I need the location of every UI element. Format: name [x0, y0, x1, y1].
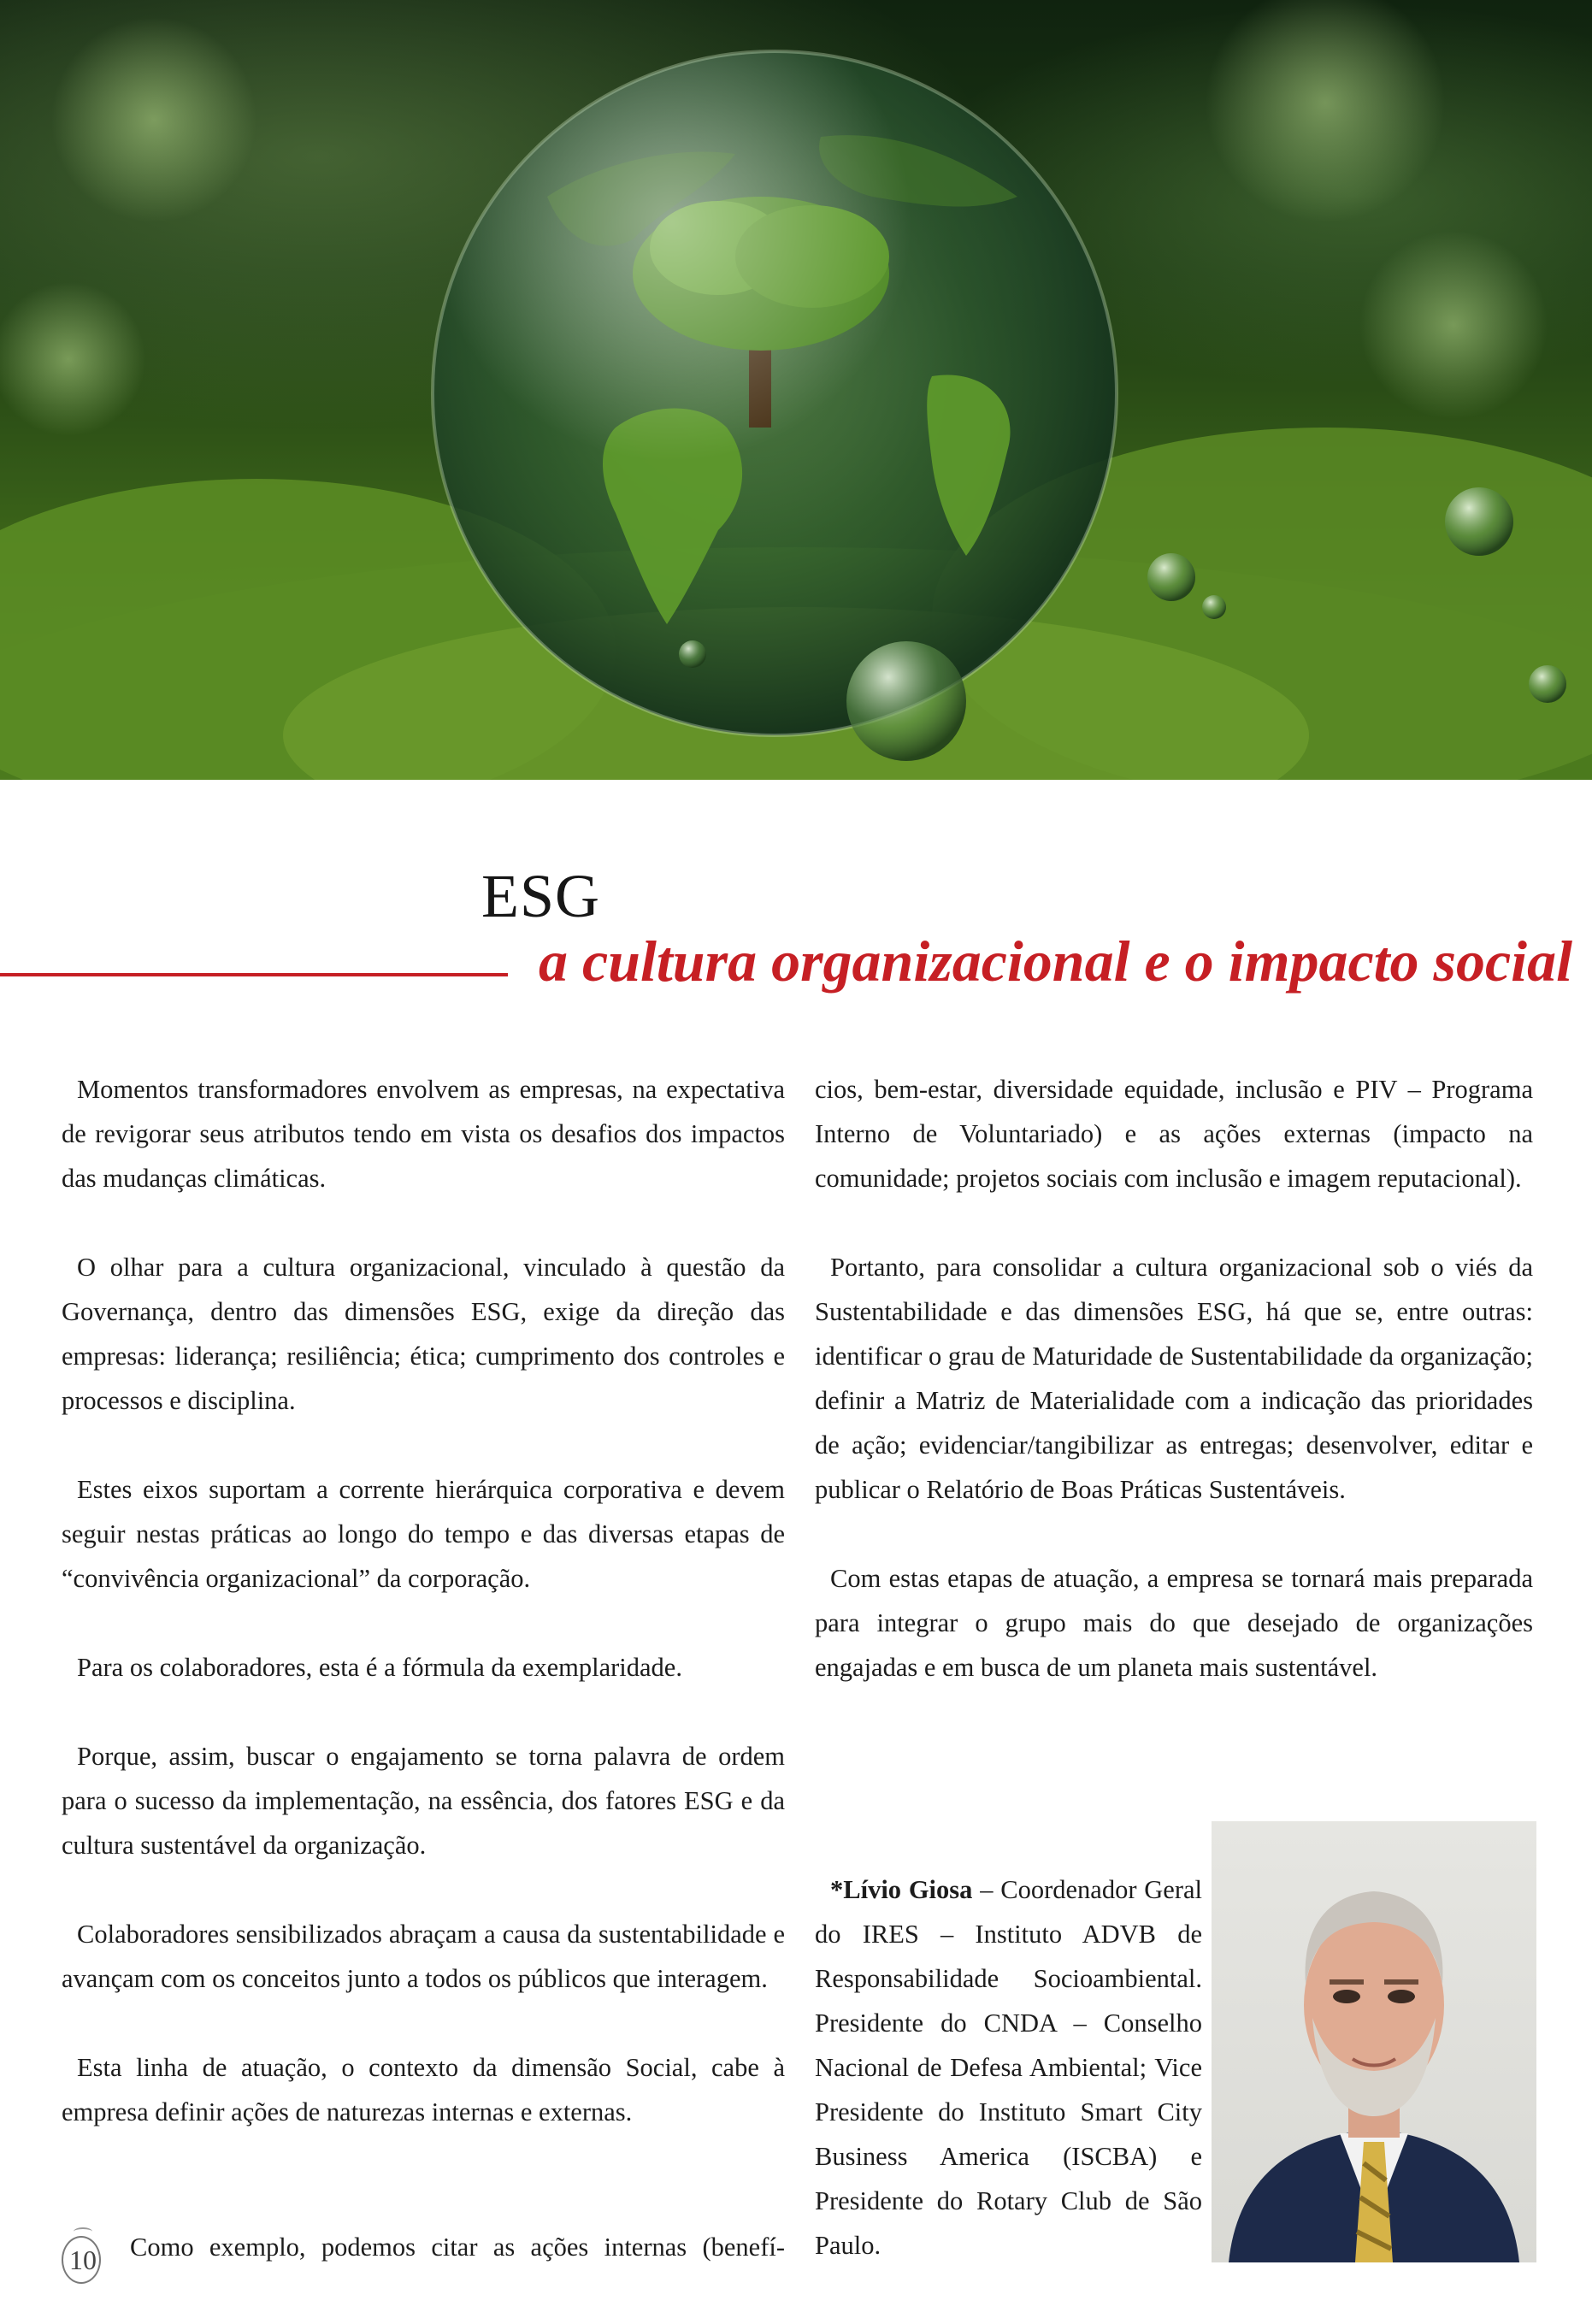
paragraph: Momentos transformadores envolvem as empresas, na expectativa de revigorar seus atributos tendo em vista os desafios dos impactos das mudanças climáticas.	[62, 1075, 785, 1193]
hero-illustration	[0, 0, 1592, 780]
paragraph: Com estas etapas de atuação, a empresa se tornará mais preparada para integrar o grupo mais do que desejado de organizações engajadas e em busca de um planeta mais sustentável.	[815, 1564, 1533, 1682]
paragraph: Colaboradores sensibilizados abraçam a causa da sustentabilidade e avançam com os conceitos junto a todos os públicos que interagem.	[62, 1920, 785, 1993]
author-portrait	[1212, 1821, 1536, 2262]
paragraph: Para os colaboradores, esta é a fórmula da exemplaridade.	[77, 1653, 682, 1682]
paragraph: O olhar para a cultura organizacional, vinculado à questão da Governança, dentro das dimensões ESG, exige da direção das empresas: liderança; resiliência; ética; cumprimento dos controles e processos e disciplina.	[62, 1253, 785, 1415]
page-number-swash	[74, 2227, 92, 2236]
page-number-text: 10	[69, 2244, 97, 2275]
paragraph: cios, bem-estar, diversidade equidade, inclusão e PIV – Programa Interno de Voluntariado) e as ações externas (impacto na comunidade; projetos sociais com inclusão e imagem reputacional).	[815, 1075, 1533, 1193]
title-rule	[0, 973, 508, 976]
paragraph: Porque, assim, buscar o engajamento se torna palavra de ordem para o sucesso da implementação, na essência, dos fatores ESG e da cultura sustentável da organização.	[62, 1742, 785, 1860]
right-column	[815, 1067, 1533, 2260]
author-bio	[815, 1867, 1202, 2268]
article-title: ESG	[481, 862, 601, 930]
paragraph: Portanto, para consolidar a cultura organizacional sob o viés da Sustentabilidade e das dimensões ESG, há que se, entre outras: identificar o grau de Maturidade de Sustentabilidade da organização; definir a Matriz de Materialidade com a indicação das prioridades de ação; evidenciar/tangibilizar as entregas; desenvolver, editar e publicar o Relatório de Boas Práticas Sustentáveis.	[815, 1253, 1533, 1504]
page-number	[62, 2227, 104, 2287]
paragraph: Estes eixos suportam a corrente hierárquica corporativa e devem seguir nestas práticas ao longo do tempo e das diversas etapas de “convivência organizacional” da corporação.	[62, 1475, 785, 1593]
portrait-illustration	[1212, 1821, 1536, 2262]
left-column	[62, 1067, 785, 2134]
left-column-last-line: Como exemplo, podemos citar as ações internas (benefí-	[130, 2233, 785, 2262]
author-name: *Lívio Giosa	[830, 1875, 973, 1904]
hero-image-globe-on-moss	[0, 0, 1592, 780]
author-bio-text: – Coordenador Geral do IRES – Instituto ADVB de Responsabilidade Socioambiental. Presidente do CNDA – Conselho Nacional de Defesa Ambiental; Vice Presidente do Instituto Smart City Business America (ISCBA) e Presidente do Rotary Club de São Paulo.	[815, 1875, 1202, 2260]
paragraph: Esta linha de atuação, o contexto da dimensão Social, cabe à empresa definir ações de naturezas internas e externas.	[62, 2053, 785, 2126]
article-subtitle: a cultura organizacional e o impacto social	[539, 929, 1572, 994]
